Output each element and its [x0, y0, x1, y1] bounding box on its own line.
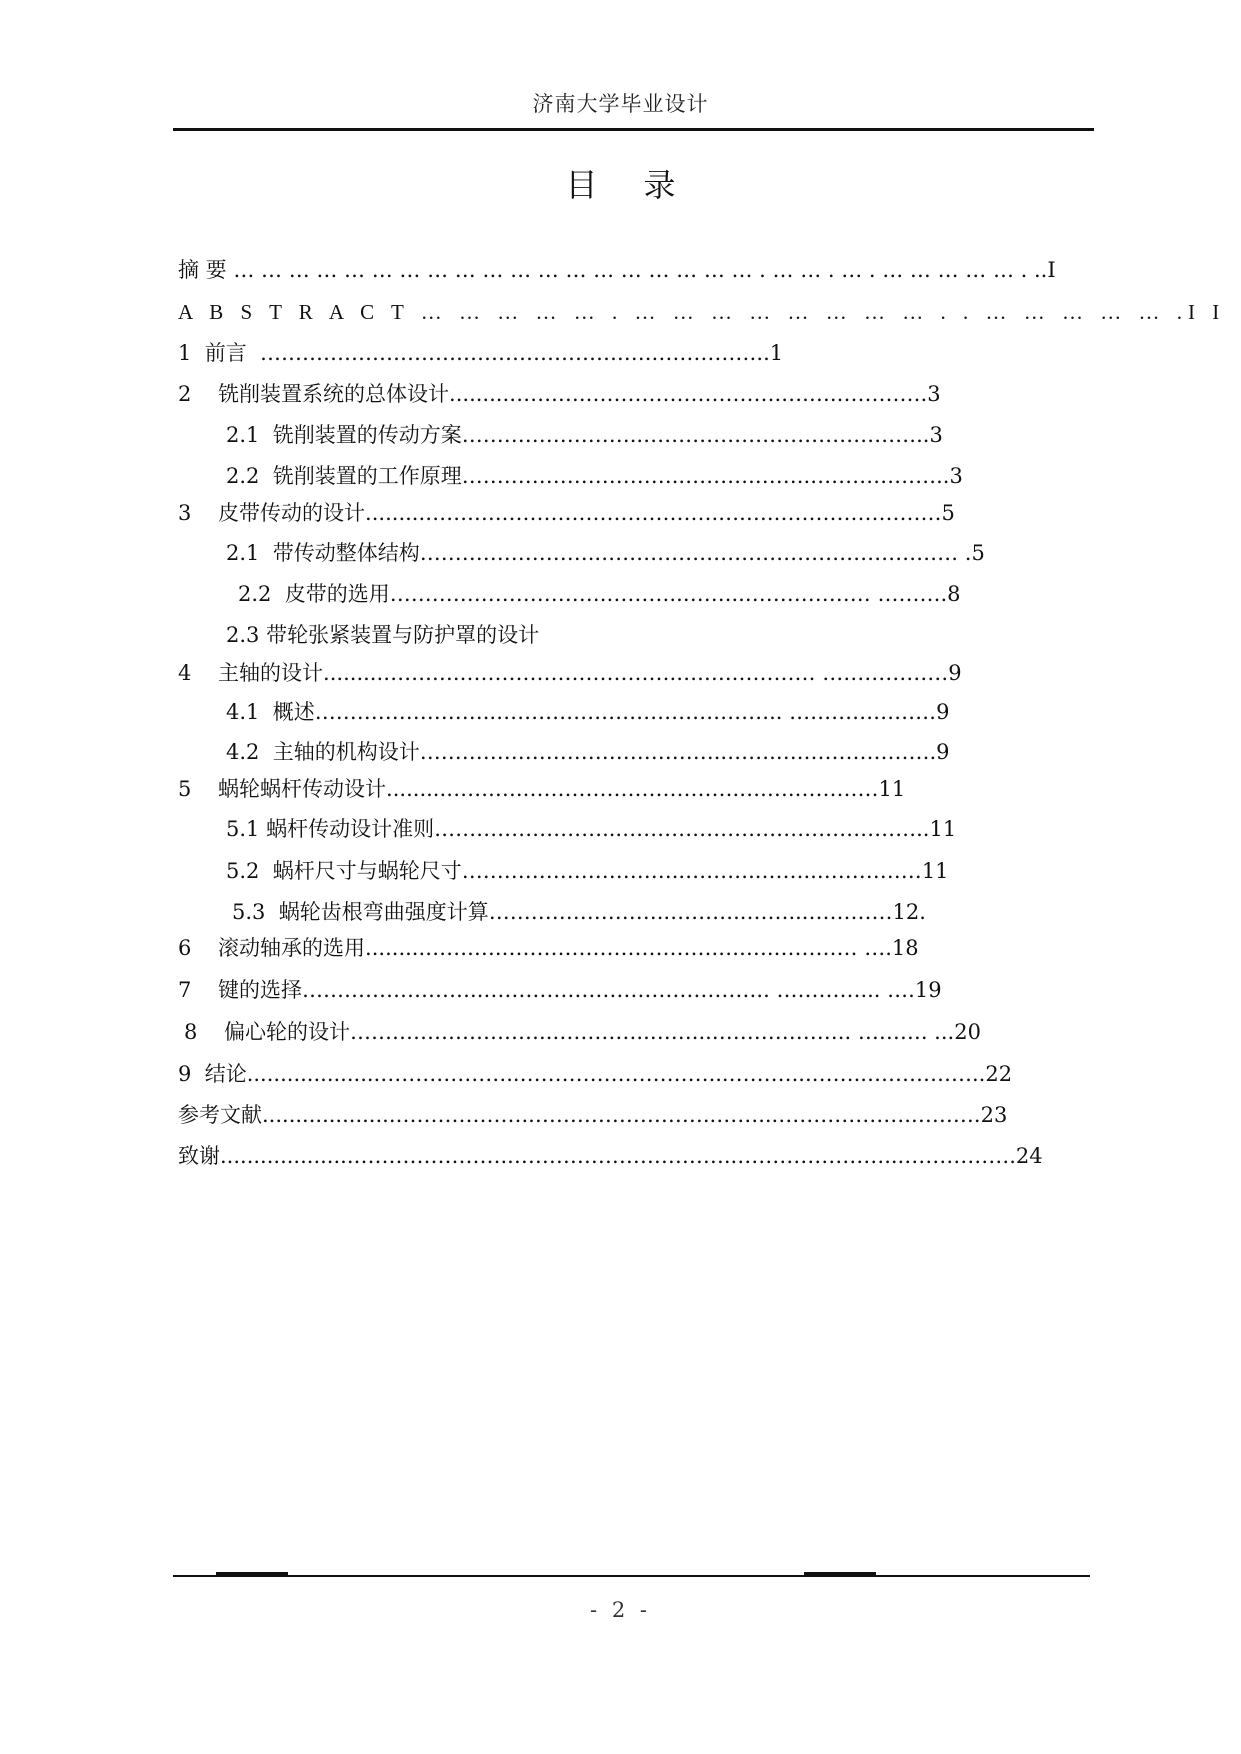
toc-entry-4-1[interactable]: [226, 698, 1076, 726]
toc-entry-page: 9: [936, 700, 950, 724]
toc-entry-label: 4.1 概述……………………..………………………………….. …………………: [226, 700, 937, 724]
toc-entry-3-1[interactable]: [226, 539, 1085, 567]
toc-entry-acknowledgements[interactable]: [178, 1142, 1085, 1170]
toc-entry-label: 3 皮带传动的设计.........…….….………………………….….….……………………: [178, 501, 942, 525]
toc-entry-abstract-en[interactable]: [178, 298, 1226, 326]
toc-entry-abstract-cn[interactable]: [178, 256, 1085, 284]
page-header: 济南大学毕业设计: [532, 92, 709, 116]
toc-entry-page: 1: [769, 341, 784, 365]
toc-entry-8[interactable]: [184, 1018, 1085, 1046]
toc-entry-9[interactable]: [178, 1060, 1085, 1088]
toc-entry-label: 2.1 带传动整体结构……………………..…………………………………………… .: [226, 541, 972, 565]
toc-entry-3-2[interactable]: [238, 580, 1085, 608]
toc-entry-page: I I: [1187, 300, 1226, 324]
toc-entry-label: 2.3 带轮张紧装置与防护罩的设计: [226, 623, 540, 647]
toc-entry-page: 5: [941, 501, 955, 525]
toc-entry-references[interactable]: [178, 1101, 1085, 1129]
toc-entry-4[interactable]: [178, 659, 1085, 687]
toc-entry-label: 2.1 铣削装置的传动方案……………………..…………………………………..: [226, 423, 930, 447]
toc-entry-page: 3: [949, 464, 963, 488]
toc-entry-page: 3: [929, 423, 943, 447]
toc-entry-label: 5.3 蜗轮齿根弯曲强度计算……………………..………..……...…………: [232, 900, 893, 924]
toc-entry-2[interactable]: [178, 380, 1085, 408]
toc-entry-label: 6 滚动轴承的选用.........…….….………………………….….….………… ….: [178, 936, 892, 960]
toc-entry-7[interactable]: [178, 976, 1085, 1004]
toc-entry-page: 11: [878, 777, 906, 801]
toc-entry-label: 2.2 皮带的选用………………………….………..……...……………… ……….: [238, 582, 948, 606]
toc-entry-label: 1 前言 …………………………………………….….……………..: [178, 341, 770, 365]
toc-entry-page: 11: [921, 859, 949, 883]
toc-entry-5-3[interactable]: [232, 898, 1085, 926]
toc-entry-page: 9: [948, 661, 962, 685]
toc-entry-label: 8 偏心轮的设计………………………..…………..……...……………….. ………. ...: [184, 1020, 955, 1044]
toc-title: 目录: [565, 166, 722, 204]
toc-entry-label: 5 蜗轮蜗杆传动设计.........…….….………………………….….….…………: [178, 777, 879, 801]
toc-entry-page: 23: [980, 1103, 1008, 1127]
toc-entry-6[interactable]: [178, 934, 1085, 962]
toc-entry-label: 7 键的选择……………………..………………………………….. …………... ….: [178, 978, 915, 1002]
toc-entry-page: .I: [1040, 258, 1056, 282]
toc-entry-page: 19: [914, 978, 942, 1002]
toc-entry-1[interactable]: [178, 339, 888, 367]
toc-entry-page: 12.: [892, 900, 926, 924]
toc-entry-page: 20: [954, 1020, 981, 1044]
toc-entry-page: 11: [929, 817, 957, 841]
footer-rule-mark: [216, 1572, 288, 1576]
footer-rule: [173, 1575, 1090, 1577]
toc-entry-label: 2 铣削装置系统的总体设计.........…….….……………………….….….………….: [178, 382, 928, 406]
toc-entry-4-2[interactable]: [226, 738, 1085, 766]
toc-entry-page: 24: [1015, 1144, 1043, 1168]
toc-entry-label: 5.1 蜗杆传动设计准则……………………...……………………………………..: [226, 817, 930, 841]
toc-entry-label: 摘 要 … … … … … … … … … … … … … … … … … … … . … … . … . … … … … … . .: [178, 258, 1041, 282]
toc-entry-5[interactable]: [178, 775, 1085, 803]
toc-entry-page: 5: [971, 541, 985, 565]
footer-rule-mark: [804, 1572, 876, 1576]
toc-entry-page: 22: [985, 1062, 1013, 1086]
toc-entry-2-2[interactable]: [226, 462, 1085, 490]
toc-entry-page: .9: [929, 740, 950, 764]
toc-entry-label: 4 主轴的设计.........…….….………………………….….….………… ………………: [178, 661, 949, 685]
toc-entry-label: 4.2 主轴的机构设计……………………………………..…….….………………: [226, 740, 930, 764]
toc-entry-label: 参考文献....................………………..……………………..……...……………….……….: [178, 1103, 981, 1127]
toc-entry-2-1[interactable]: [226, 421, 1085, 449]
toc-entry-label: 9 结论....................………………..………………………...………...……..……………..: [178, 1062, 986, 1086]
toc-entry-label: A B S T R A C T … … … … … . … … … … … … … … . . … … … … … .: [178, 300, 1188, 324]
toc-entry-3-3[interactable]: [226, 621, 726, 649]
toc-entry-page: 3: [927, 382, 941, 406]
toc-entry-label: 致谢....................…………………..…………………………..…………………...…………….: [178, 1144, 1016, 1168]
toc-entry-5-1[interactable]: [226, 815, 1076, 843]
toc-entry-page: 18: [891, 936, 919, 960]
toc-entry-label: 2.2 铣削装置的工作原理…………………………..……….……..………………..: [226, 464, 950, 488]
page-number: - 2 -: [590, 1598, 651, 1622]
toc-entry-label: 5.2 蜗杆尺寸与蜗轮尺寸…………………………..………..……..……………: [226, 859, 922, 883]
toc-entry-3[interactable]: [178, 499, 1085, 527]
toc-entry-5-2[interactable]: [226, 857, 1085, 885]
toc-entry-page: 8: [947, 582, 961, 606]
